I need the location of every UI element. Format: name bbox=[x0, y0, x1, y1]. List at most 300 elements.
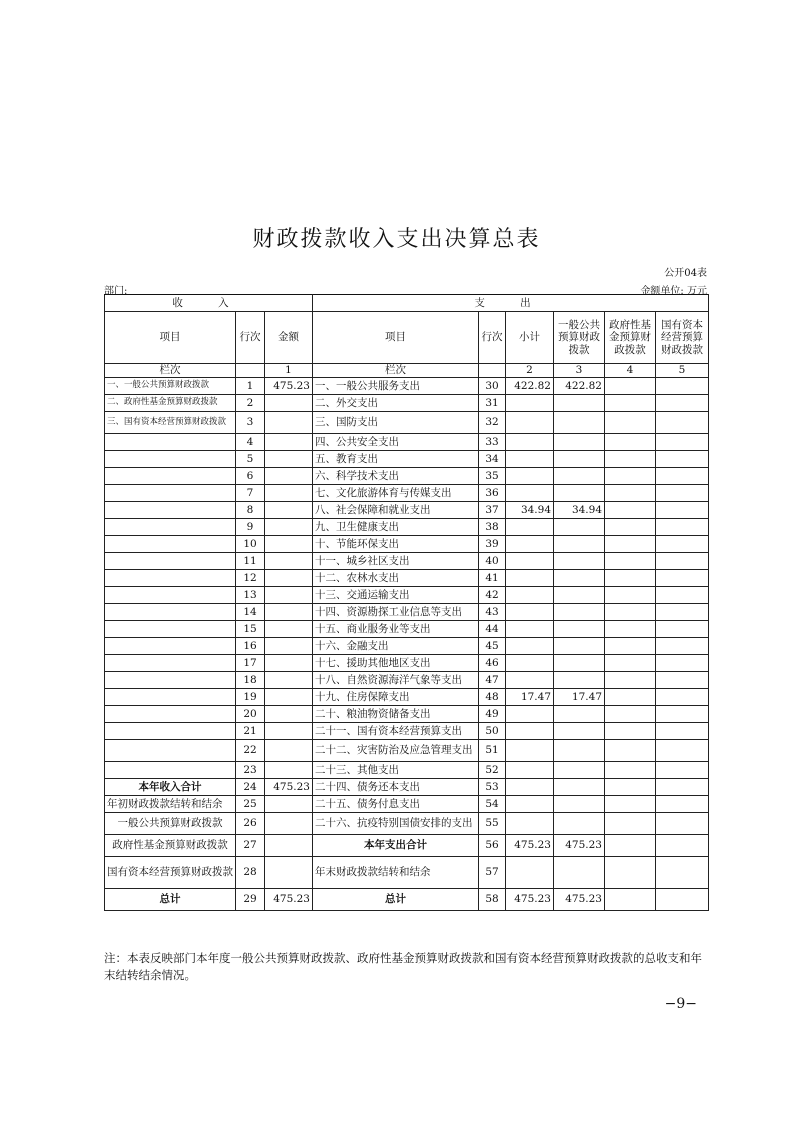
expense-line-no-cell: 56 bbox=[479, 835, 506, 857]
income-amount-cell bbox=[265, 762, 313, 779]
expense-item-cell: 十九、住房保障支出 bbox=[313, 689, 479, 706]
header-general-budget: 一般公共预算财政拨款 bbox=[554, 312, 605, 364]
expense-item-cell: 二十六、抗疫特别国债安排的支出 bbox=[313, 813, 479, 835]
subtotal-cell bbox=[506, 706, 554, 723]
general-budget-cell bbox=[554, 604, 605, 621]
income-item-cell bbox=[105, 604, 236, 621]
income-item-cell: 政府性基金预算财政拨款 bbox=[105, 835, 236, 857]
fund-budget-cell bbox=[605, 672, 656, 689]
table-note: 注：本表反映部门本年度一般公共预算财政拨款、政府性基金预算财政拨款和国有资本经营预算财政拨款的总收支和年末结转结余情况。 bbox=[104, 951, 702, 982]
col-label-right: 栏次 bbox=[313, 364, 479, 378]
fund-budget-cell bbox=[605, 706, 656, 723]
income-line-no-cell: 16 bbox=[236, 638, 265, 655]
general-budget-cell: 475.23 bbox=[554, 889, 605, 911]
table-row bbox=[105, 621, 709, 638]
income-item-cell bbox=[105, 587, 236, 604]
income-amount-cell bbox=[265, 502, 313, 519]
capital-budget-cell bbox=[656, 857, 709, 889]
income-line-no-cell: 21 bbox=[236, 723, 265, 740]
income-item-cell bbox=[105, 672, 236, 689]
income-item-cell bbox=[105, 519, 236, 536]
expense-line-no-cell: 44 bbox=[479, 621, 506, 638]
expense-item-cell: 二十四、债务还本支出 bbox=[313, 779, 479, 796]
table-row bbox=[105, 570, 709, 587]
subtotal-cell bbox=[506, 587, 554, 604]
capital-budget-cell bbox=[656, 378, 709, 395]
income-item-cell bbox=[105, 468, 236, 485]
income-item-cell bbox=[105, 762, 236, 779]
expense-item-cell: 三、国防支出 bbox=[313, 412, 479, 434]
general-budget-cell bbox=[554, 395, 605, 412]
fund-budget-cell bbox=[605, 468, 656, 485]
table-row bbox=[105, 378, 709, 395]
income-line-no-cell: 15 bbox=[236, 621, 265, 638]
table-row bbox=[105, 779, 709, 796]
expense-item-cell: 八、社会保障和就业支出 bbox=[313, 502, 479, 519]
subtotal-cell: 422.82 bbox=[506, 378, 554, 395]
table-row bbox=[105, 485, 709, 502]
fund-budget-cell bbox=[605, 796, 656, 813]
subtotal-cell bbox=[506, 451, 554, 468]
subtotal-cell bbox=[506, 779, 554, 796]
capital-budget-cell bbox=[656, 672, 709, 689]
col-index-2: 2 bbox=[506, 364, 554, 378]
header-capital-budget: 国有资本经营预算财政拨款 bbox=[656, 312, 709, 364]
fund-budget-cell bbox=[605, 835, 656, 857]
capital-budget-cell bbox=[656, 723, 709, 740]
income-item-cell: 一、一般公共预算财政拨款 bbox=[105, 378, 236, 395]
expense-line-no-cell: 32 bbox=[479, 412, 506, 434]
expense-item-cell: 二十二、灾害防治及应急管理支出 bbox=[313, 740, 479, 762]
subtotal-cell bbox=[506, 519, 554, 536]
subtotal-cell bbox=[506, 395, 554, 412]
general-budget-cell bbox=[554, 485, 605, 502]
income-item-cell bbox=[105, 485, 236, 502]
fund-budget-cell bbox=[605, 762, 656, 779]
general-budget-cell: 475.23 bbox=[554, 835, 605, 857]
capital-budget-cell bbox=[656, 835, 709, 857]
income-item-cell bbox=[105, 621, 236, 638]
expense-item-cell: 十二、农林水支出 bbox=[313, 570, 479, 587]
income-amount-cell: 475.23 bbox=[265, 889, 313, 911]
expense-line-no-cell: 57 bbox=[479, 857, 506, 889]
fund-budget-cell bbox=[605, 740, 656, 762]
subtotal-cell bbox=[506, 655, 554, 672]
table-row bbox=[105, 451, 709, 468]
table-body bbox=[105, 295, 709, 911]
subtotal-cell bbox=[506, 672, 554, 689]
income-line-no-cell: 12 bbox=[236, 570, 265, 587]
expense-item-cell: 五、教育支出 bbox=[313, 451, 479, 468]
subtotal-cell: 17.47 bbox=[506, 689, 554, 706]
expense-item-cell: 二十五、债务付息支出 bbox=[313, 796, 479, 813]
table-row bbox=[105, 536, 709, 553]
capital-budget-cell bbox=[656, 779, 709, 796]
table-row bbox=[105, 587, 709, 604]
income-line-no-cell: 6 bbox=[236, 468, 265, 485]
page-title: 财政拨款收入支出决算总表 bbox=[252, 227, 541, 252]
expense-item-cell: 总计 bbox=[313, 889, 479, 911]
table-row bbox=[105, 638, 709, 655]
income-line-no-cell: 29 bbox=[236, 889, 265, 911]
income-amount-cell bbox=[265, 485, 313, 502]
page-number: −9− bbox=[664, 996, 697, 1012]
expense-item-cell: 四、公共安全支出 bbox=[313, 434, 479, 451]
income-item-cell: 一般公共预算财政拨款 bbox=[105, 813, 236, 835]
income-amount-cell bbox=[265, 604, 313, 621]
income-amount-cell bbox=[265, 412, 313, 434]
subtotal-cell bbox=[506, 485, 554, 502]
expense-item-cell: 十一、城乡社区支出 bbox=[313, 553, 479, 570]
expense-item-cell: 一、一般公共服务支出 bbox=[313, 378, 479, 395]
income-line-no-cell: 25 bbox=[236, 796, 265, 813]
expense-line-no-cell: 58 bbox=[479, 889, 506, 911]
fund-budget-cell bbox=[605, 536, 656, 553]
expense-item-cell: 十七、援助其他地区支出 bbox=[313, 655, 479, 672]
income-item-cell bbox=[105, 536, 236, 553]
income-line-no-cell: 10 bbox=[236, 536, 265, 553]
capital-budget-cell bbox=[656, 740, 709, 762]
amount-unit-label: 金额单位: 万元 bbox=[640, 286, 707, 297]
capital-budget-cell bbox=[656, 536, 709, 553]
income-item-cell bbox=[105, 638, 236, 655]
capital-budget-cell bbox=[656, 587, 709, 604]
subtotal-cell bbox=[506, 412, 554, 434]
subtotal-cell bbox=[506, 468, 554, 485]
col-index-1: 1 bbox=[265, 364, 313, 378]
table-row bbox=[105, 655, 709, 672]
col-index-4: 4 bbox=[605, 364, 656, 378]
expense-item-cell: 十三、交通运输支出 bbox=[313, 587, 479, 604]
expense-line-no-cell: 38 bbox=[479, 519, 506, 536]
table-row bbox=[105, 723, 709, 740]
col-index-3: 3 bbox=[554, 364, 605, 378]
general-budget-cell bbox=[554, 762, 605, 779]
capital-budget-cell bbox=[656, 706, 709, 723]
capital-budget-cell bbox=[656, 762, 709, 779]
expense-item-cell: 七、文化旅游体育与传媒支出 bbox=[313, 485, 479, 502]
general-budget-cell bbox=[554, 672, 605, 689]
expense-line-no-cell: 39 bbox=[479, 536, 506, 553]
income-amount-cell bbox=[265, 857, 313, 889]
subtotal-cell bbox=[506, 604, 554, 621]
subtotal-cell bbox=[506, 621, 554, 638]
expense-line-no-cell: 47 bbox=[479, 672, 506, 689]
income-item-cell: 二、政府性基金预算财政拨款 bbox=[105, 395, 236, 412]
fund-budget-cell bbox=[605, 412, 656, 434]
col-index-empty bbox=[479, 364, 506, 378]
income-line-no-cell: 20 bbox=[236, 706, 265, 723]
expense-line-no-cell: 51 bbox=[479, 740, 506, 762]
expense-line-no-cell: 36 bbox=[479, 485, 506, 502]
fund-budget-cell bbox=[605, 502, 656, 519]
table-row bbox=[105, 857, 709, 889]
expense-item-cell: 二十三、其他支出 bbox=[313, 762, 479, 779]
capital-budget-cell bbox=[656, 395, 709, 412]
expense-item-cell: 十四、资源勘探工业信息等支出 bbox=[313, 604, 479, 621]
general-budget-cell bbox=[554, 434, 605, 451]
header-income-line-no: 行次 bbox=[236, 312, 265, 364]
table-row bbox=[105, 672, 709, 689]
capital-budget-cell bbox=[656, 570, 709, 587]
income-line-no-cell: 1 bbox=[236, 378, 265, 395]
expense-item-cell: 十、节能环保支出 bbox=[313, 536, 479, 553]
income-amount-cell bbox=[265, 835, 313, 857]
capital-budget-cell bbox=[656, 889, 709, 911]
fund-budget-cell bbox=[605, 813, 656, 835]
income-item-cell bbox=[105, 553, 236, 570]
income-item-cell bbox=[105, 434, 236, 451]
general-budget-cell bbox=[554, 655, 605, 672]
expense-line-no-cell: 35 bbox=[479, 468, 506, 485]
subtotal-cell bbox=[506, 536, 554, 553]
general-budget-cell bbox=[554, 621, 605, 638]
table-row bbox=[105, 519, 709, 536]
general-budget-cell bbox=[554, 587, 605, 604]
capital-budget-cell bbox=[656, 553, 709, 570]
income-amount-cell bbox=[265, 395, 313, 412]
general-budget-cell bbox=[554, 553, 605, 570]
general-budget-cell bbox=[554, 796, 605, 813]
table-row bbox=[105, 706, 709, 723]
expense-line-no-cell: 43 bbox=[479, 604, 506, 621]
income-line-no-cell: 9 bbox=[236, 519, 265, 536]
capital-budget-cell bbox=[656, 638, 709, 655]
subtotal-cell bbox=[506, 796, 554, 813]
income-line-no-cell: 22 bbox=[236, 740, 265, 762]
subtotal-cell bbox=[506, 723, 554, 740]
header-subtotal: 小计 bbox=[506, 312, 554, 364]
fund-budget-cell bbox=[605, 378, 656, 395]
expense-line-no-cell: 49 bbox=[479, 706, 506, 723]
income-item-cell: 国有资本经营预算财政拨款 bbox=[105, 857, 236, 889]
table-row bbox=[105, 502, 709, 519]
income-item-cell: 本年收入合计 bbox=[105, 779, 236, 796]
income-line-no-cell: 13 bbox=[236, 587, 265, 604]
col-index-empty bbox=[236, 364, 265, 378]
general-budget-cell bbox=[554, 468, 605, 485]
subtotal-cell bbox=[506, 434, 554, 451]
fund-budget-cell bbox=[605, 779, 656, 796]
capital-budget-cell bbox=[656, 519, 709, 536]
expense-item-cell: 十六、金融支出 bbox=[313, 638, 479, 655]
header-income-item: 项目 bbox=[105, 312, 236, 364]
income-line-no-cell: 8 bbox=[236, 502, 265, 519]
expense-line-no-cell: 34 bbox=[479, 451, 506, 468]
income-line-no-cell: 24 bbox=[236, 779, 265, 796]
income-amount-cell bbox=[265, 655, 313, 672]
subtotal-cell bbox=[506, 553, 554, 570]
expense-item-cell: 十八、自然资源海洋气象等支出 bbox=[313, 672, 479, 689]
income-amount-cell bbox=[265, 689, 313, 706]
income-line-no-cell: 23 bbox=[236, 762, 265, 779]
income-line-no-cell: 4 bbox=[236, 434, 265, 451]
subtotal-cell: 475.23 bbox=[506, 889, 554, 911]
expense-line-no-cell: 33 bbox=[479, 434, 506, 451]
income-amount-cell bbox=[265, 553, 313, 570]
subtotal-cell: 34.94 bbox=[506, 502, 554, 519]
fund-budget-cell bbox=[605, 621, 656, 638]
table-row bbox=[105, 434, 709, 451]
fund-budget-cell bbox=[605, 604, 656, 621]
income-line-no-cell: 2 bbox=[236, 395, 265, 412]
income-item-cell bbox=[105, 689, 236, 706]
general-budget-cell bbox=[554, 638, 605, 655]
capital-budget-cell bbox=[656, 502, 709, 519]
income-amount-cell bbox=[265, 570, 313, 587]
department-label: 部门: bbox=[104, 286, 128, 297]
expense-group-label: 支 出 bbox=[474, 296, 547, 309]
subtotal-cell bbox=[506, 813, 554, 835]
income-amount-cell bbox=[265, 740, 313, 762]
fund-budget-cell bbox=[605, 519, 656, 536]
subtotal-cell bbox=[506, 762, 554, 779]
income-amount-cell bbox=[265, 672, 313, 689]
expense-line-no-cell: 37 bbox=[479, 502, 506, 519]
income-item-cell bbox=[105, 740, 236, 762]
table-row bbox=[105, 889, 709, 911]
general-budget-cell bbox=[554, 813, 605, 835]
table-row bbox=[105, 395, 709, 412]
income-item-cell bbox=[105, 502, 236, 519]
general-budget-cell bbox=[554, 779, 605, 796]
expense-line-no-cell: 46 bbox=[479, 655, 506, 672]
income-line-no-cell: 11 bbox=[236, 553, 265, 570]
capital-budget-cell bbox=[656, 621, 709, 638]
fund-budget-cell bbox=[605, 434, 656, 451]
table-row bbox=[105, 796, 709, 813]
expense-line-no-cell: 31 bbox=[479, 395, 506, 412]
general-budget-cell bbox=[554, 857, 605, 889]
general-budget-cell: 17.47 bbox=[554, 689, 605, 706]
fund-budget-cell bbox=[605, 395, 656, 412]
capital-budget-cell bbox=[656, 468, 709, 485]
expense-line-no-cell: 52 bbox=[479, 762, 506, 779]
income-line-no-cell: 17 bbox=[236, 655, 265, 672]
expense-line-no-cell: 55 bbox=[479, 813, 506, 835]
income-item-cell bbox=[105, 655, 236, 672]
header-expense-item: 项目 bbox=[313, 312, 479, 364]
income-group-header bbox=[105, 295, 313, 312]
fund-budget-cell bbox=[605, 655, 656, 672]
income-item-cell: 总计 bbox=[105, 889, 236, 911]
column-index-row bbox=[105, 364, 709, 378]
income-amount-cell bbox=[265, 638, 313, 655]
capital-budget-cell bbox=[656, 796, 709, 813]
expense-line-no-cell: 54 bbox=[479, 796, 506, 813]
expense-group-header bbox=[313, 295, 709, 312]
income-line-no-cell: 5 bbox=[236, 451, 265, 468]
subtotal-cell bbox=[506, 857, 554, 889]
income-line-no-cell: 26 bbox=[236, 813, 265, 835]
fund-budget-cell bbox=[605, 587, 656, 604]
expense-line-no-cell: 40 bbox=[479, 553, 506, 570]
fund-budget-cell bbox=[605, 485, 656, 502]
expense-item-cell: 六、科学技术支出 bbox=[313, 468, 479, 485]
table-row bbox=[105, 553, 709, 570]
table-row bbox=[105, 740, 709, 762]
expense-line-no-cell: 30 bbox=[479, 378, 506, 395]
general-budget-cell bbox=[554, 570, 605, 587]
fund-budget-cell bbox=[605, 857, 656, 889]
table-row bbox=[105, 689, 709, 706]
income-amount-cell bbox=[265, 706, 313, 723]
income-line-no-cell: 18 bbox=[236, 672, 265, 689]
table-row bbox=[105, 762, 709, 779]
general-budget-cell: 422.82 bbox=[554, 378, 605, 395]
capital-budget-cell bbox=[656, 451, 709, 468]
fund-budget-cell bbox=[605, 570, 656, 587]
capital-budget-cell bbox=[656, 689, 709, 706]
income-amount-cell bbox=[265, 451, 313, 468]
income-amount-cell bbox=[265, 434, 313, 451]
general-budget-cell: 34.94 bbox=[554, 502, 605, 519]
header-group-row bbox=[105, 295, 709, 312]
form-code: 公开04表 bbox=[664, 268, 707, 279]
income-amount-cell bbox=[265, 519, 313, 536]
fund-budget-cell bbox=[605, 689, 656, 706]
col-index-5: 5 bbox=[656, 364, 709, 378]
general-budget-cell bbox=[554, 412, 605, 434]
capital-budget-cell bbox=[656, 485, 709, 502]
expense-line-no-cell: 50 bbox=[479, 723, 506, 740]
header-fund-budget: 政府性基金预算财政拨款 bbox=[605, 312, 656, 364]
income-item-cell bbox=[105, 570, 236, 587]
general-budget-cell bbox=[554, 536, 605, 553]
income-line-no-cell: 7 bbox=[236, 485, 265, 502]
income-item-cell: 年初财政拨款结转和结余 bbox=[105, 796, 236, 813]
income-line-no-cell: 27 bbox=[236, 835, 265, 857]
income-group-label: 收 入 bbox=[172, 296, 245, 309]
capital-budget-cell bbox=[656, 412, 709, 434]
table-row bbox=[105, 835, 709, 857]
header-column-row bbox=[105, 312, 709, 364]
expense-item-cell: 年末财政拨款结转和结余 bbox=[313, 857, 479, 889]
table-row bbox=[105, 412, 709, 434]
header-income-amount: 金额 bbox=[265, 312, 313, 364]
expense-item-cell: 二十、粮油物资储备支出 bbox=[313, 706, 479, 723]
expense-item-cell: 二、外交支出 bbox=[313, 395, 479, 412]
expense-item-cell: 二十一、国有资本经营预算支出 bbox=[313, 723, 479, 740]
income-amount-cell bbox=[265, 723, 313, 740]
table-row bbox=[105, 813, 709, 835]
fund-budget-cell bbox=[605, 638, 656, 655]
table-row bbox=[105, 468, 709, 485]
expense-line-no-cell: 41 bbox=[479, 570, 506, 587]
budget-summary-table bbox=[104, 294, 709, 911]
subtotal-cell bbox=[506, 740, 554, 762]
expense-item-cell: 本年支出合计 bbox=[313, 835, 479, 857]
general-budget-cell bbox=[554, 451, 605, 468]
subtotal-cell bbox=[506, 638, 554, 655]
general-budget-cell bbox=[554, 706, 605, 723]
income-amount-cell bbox=[265, 621, 313, 638]
income-amount-cell bbox=[265, 587, 313, 604]
col-label-left: 栏次 bbox=[105, 364, 236, 378]
general-budget-cell bbox=[554, 519, 605, 536]
income-item-cell bbox=[105, 451, 236, 468]
income-amount-cell bbox=[265, 468, 313, 485]
income-line-no-cell: 3 bbox=[236, 412, 265, 434]
capital-budget-cell bbox=[656, 434, 709, 451]
subtotal-cell bbox=[506, 570, 554, 587]
income-amount-cell bbox=[265, 813, 313, 835]
expense-item-cell: 十五、商业服务业等支出 bbox=[313, 621, 479, 638]
income-item-cell bbox=[105, 723, 236, 740]
general-budget-cell bbox=[554, 740, 605, 762]
income-amount-cell bbox=[265, 796, 313, 813]
income-item-cell bbox=[105, 706, 236, 723]
